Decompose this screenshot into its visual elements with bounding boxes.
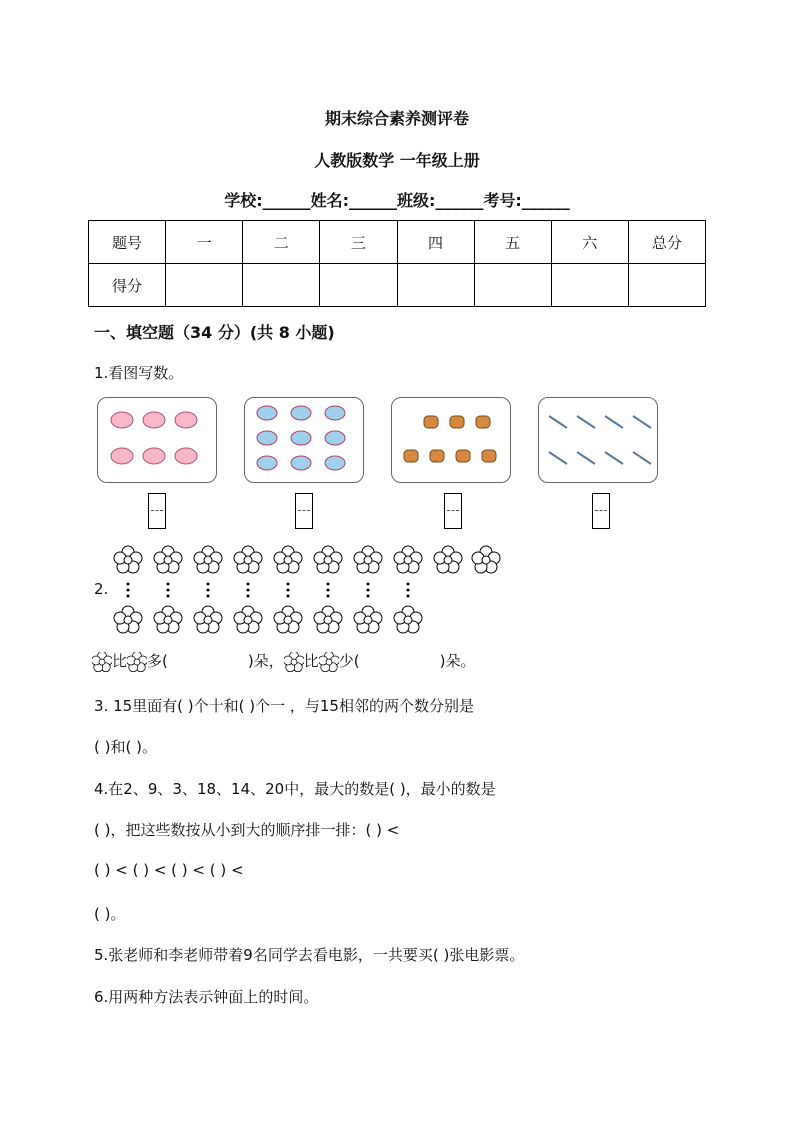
flower-comparison-figure bbox=[108, 540, 508, 644]
bottom-flower-row bbox=[114, 606, 422, 633]
question-4-line-2: ( )，把这些数按从小到大的顺序排一排：( ) < bbox=[94, 821, 400, 839]
flower-icon bbox=[319, 652, 339, 672]
score-cell[interactable] bbox=[397, 264, 474, 307]
score-header-cell: 五 bbox=[474, 221, 551, 264]
score-header-cell: 一 bbox=[166, 221, 243, 264]
student-info-line: 学校:______姓名:______班级:______考号:______ bbox=[224, 191, 570, 210]
top-flower-row bbox=[114, 546, 500, 573]
score-header-cell: 总分 bbox=[628, 221, 705, 264]
flower-icon bbox=[127, 652, 147, 672]
question-3-line-1: 3. 15里面有( )个十和( )个一 ，与15相邻的两个数分别是 bbox=[94, 697, 474, 715]
score-header-cell: 三 bbox=[320, 221, 397, 264]
question-6-text: 6.用两种方法表示钟面上的时间。 bbox=[94, 988, 319, 1006]
page-title: 期末综合素养测评卷 bbox=[324, 109, 469, 128]
score-cell[interactable] bbox=[166, 264, 243, 307]
score-cell[interactable] bbox=[243, 264, 320, 307]
page-subtitle: 人教版数学 一年级上册 bbox=[314, 151, 480, 170]
score-table-header-row bbox=[89, 221, 706, 264]
question-3-line-2: ( )和( )。 bbox=[94, 738, 157, 756]
answer-box[interactable] bbox=[148, 493, 166, 529]
flower-icon bbox=[92, 652, 112, 672]
score-cell[interactable] bbox=[628, 264, 705, 307]
deer-group-icon bbox=[391, 397, 511, 483]
question-4-line-3: ( ) < ( ) < ( ) < ( ) < bbox=[94, 861, 244, 879]
score-table bbox=[88, 220, 706, 307]
flower-icon bbox=[284, 652, 304, 672]
dot-links bbox=[127, 583, 410, 598]
question-1-text: 1.看图写数。 bbox=[94, 364, 184, 382]
answer-box[interactable] bbox=[444, 493, 462, 529]
score-row-label: 得分 bbox=[89, 264, 166, 307]
score-header-cell: 二 bbox=[243, 221, 320, 264]
question-5-text: 5.张老师和李老师带着9名同学去看电影，一共要买( )张电影票。 bbox=[94, 946, 525, 964]
section-title: 一、填空题（34 分）(共 8 小题) bbox=[94, 323, 335, 342]
question-2-answer-line: 比 多( )朵， 比 少( )朵。 bbox=[92, 650, 475, 672]
question-4-line-1: 4.在2、9、3、18、14、20中，最大的数是( )，最小的数是 bbox=[94, 780, 496, 798]
score-header-cell: 四 bbox=[397, 221, 474, 264]
dragonfly-group-icon bbox=[538, 397, 658, 483]
fish-group-icon bbox=[244, 397, 364, 483]
question-2-number: 2. bbox=[94, 580, 109, 598]
pig-group-icon bbox=[97, 397, 217, 483]
score-cell[interactable] bbox=[474, 264, 551, 307]
score-cell[interactable] bbox=[320, 264, 397, 307]
score-cell[interactable] bbox=[551, 264, 628, 307]
score-header-cell: 题号 bbox=[89, 221, 166, 264]
answer-box[interactable] bbox=[592, 493, 610, 529]
question-4-line-4: ( )。 bbox=[94, 905, 126, 923]
answer-box[interactable] bbox=[295, 493, 313, 529]
score-header-cell: 六 bbox=[551, 221, 628, 264]
score-table-score-row bbox=[89, 264, 706, 307]
